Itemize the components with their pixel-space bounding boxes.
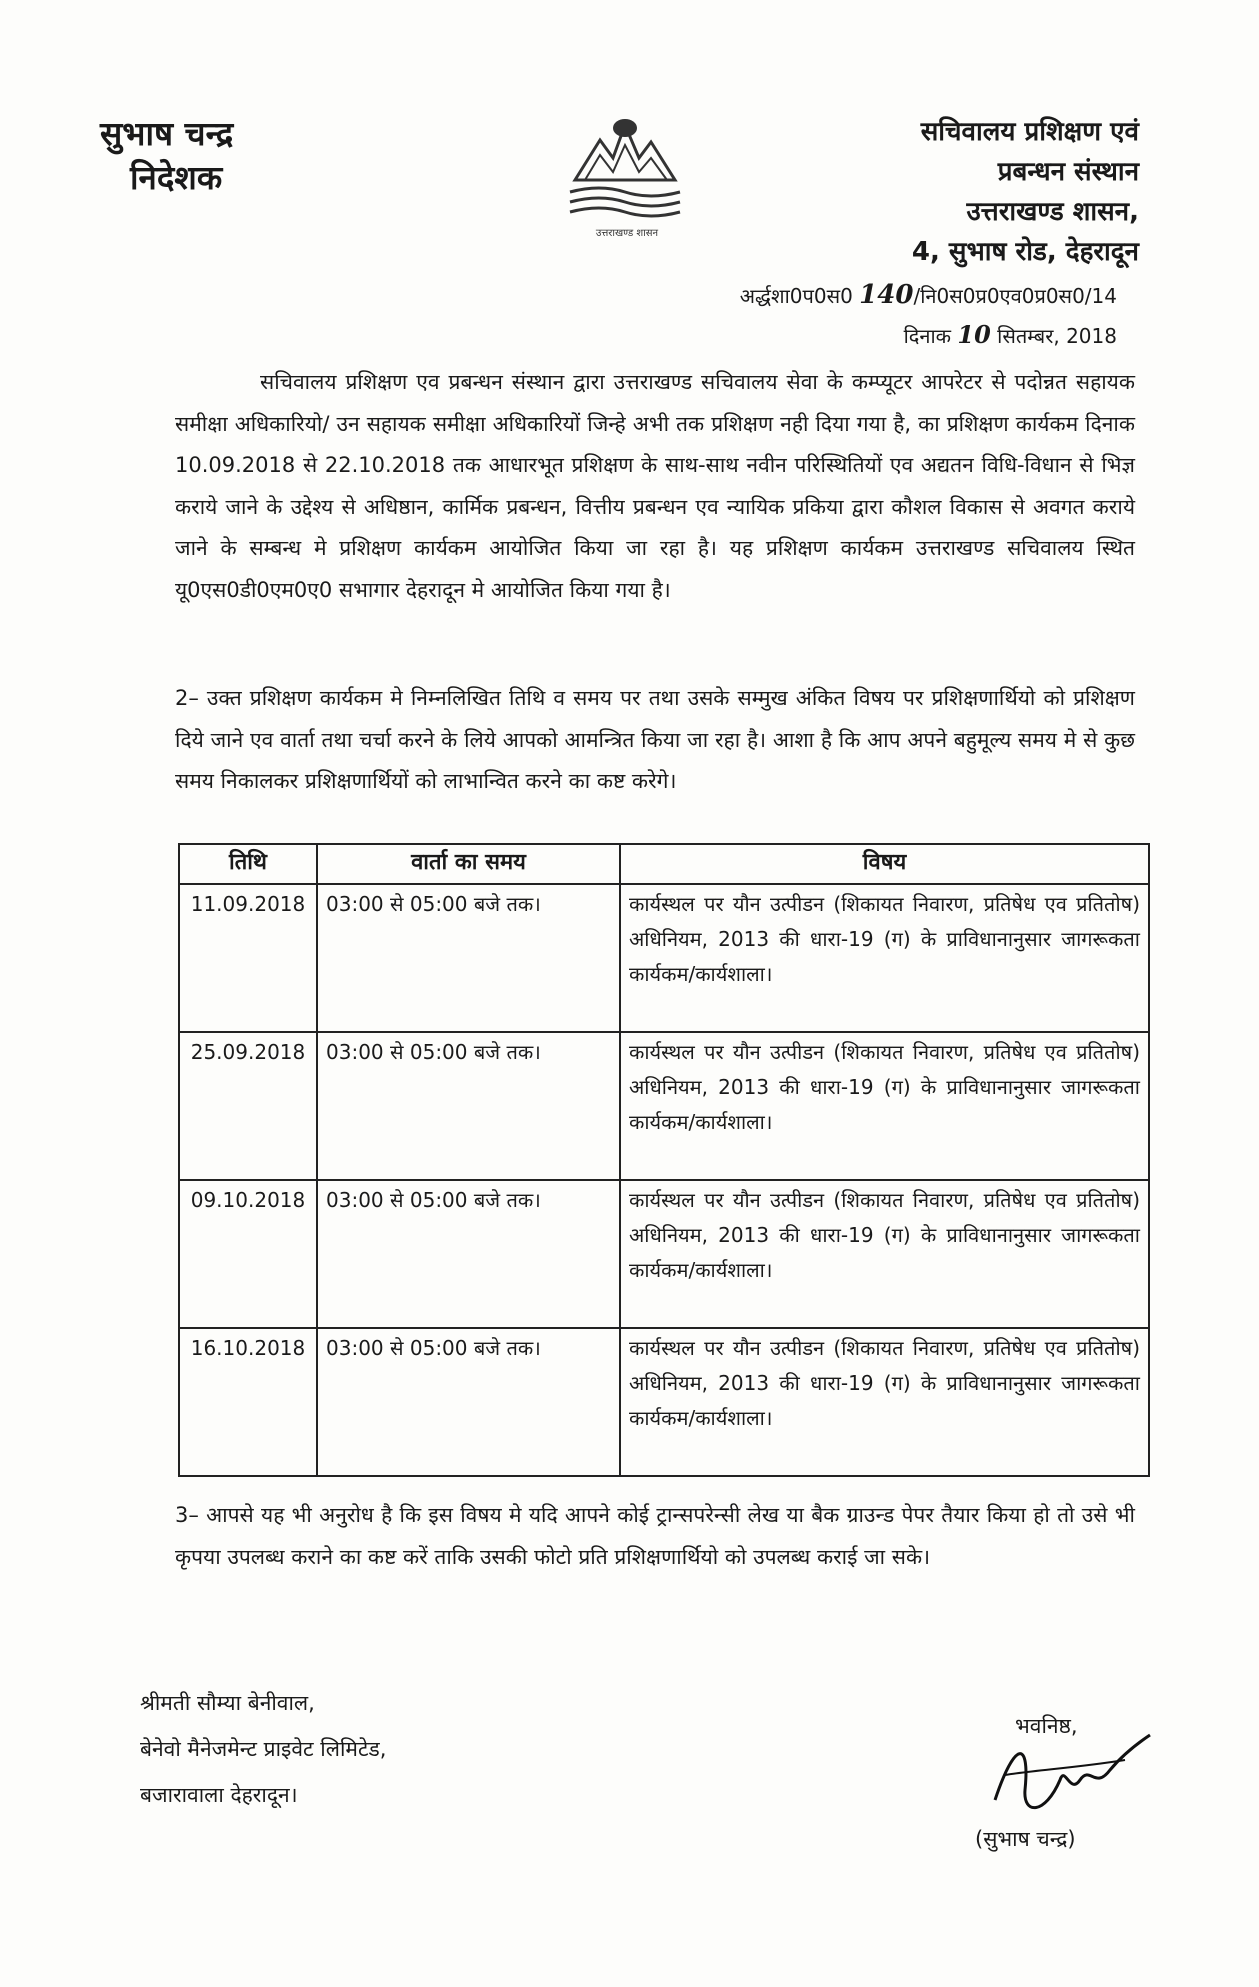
table-row xyxy=(179,1180,1149,1328)
sender-block xyxy=(100,112,233,200)
reference-handwritten-number: 140 xyxy=(859,280,914,310)
date-label: दिनाक xyxy=(903,324,952,348)
reference-number xyxy=(740,280,1117,310)
paragraph-2: 2– उक्त प्रशिक्षण कार्यकम मे निम्नलिखित तिथि व समय पर तथा उसके सम्मुख अंकित विषय पर प्रशिक्षणार्थियो को प्रशिक्षण दिये जाने एव वार्ता तथा चर्चा करने के लिये आपको आमन्त्रित किया जा रहा है। आशा है कि आप अपने बहुमूल्य समय मे से कुछ समय निकालकर प्रशिक्षणार्थियों को लाभान्वित करने का कष्ट करेगे। xyxy=(175,686,1135,793)
org-line-2: प्रबन्धन संस्थान xyxy=(997,157,1139,187)
header-time: वार्ता का समय xyxy=(317,844,620,884)
signature-scribble-icon xyxy=(985,1720,1155,1830)
table-row xyxy=(179,1328,1149,1476)
emblem-caption: उत्तराखण्ड शासन xyxy=(595,228,659,239)
paragraph-1 xyxy=(175,362,1135,611)
organization-block xyxy=(912,112,1139,272)
row-date: 16.10.2018 xyxy=(179,1328,317,1476)
org-line-1: सचिवालय प्रशिक्षण एवं xyxy=(920,117,1139,147)
org-line-4: 4, सुभाष रोड, देहरादून xyxy=(911,237,1139,267)
addressee-line-1: श्रीमती सौम्या बेनीवाल, xyxy=(140,1691,315,1715)
header-subject: विषय xyxy=(620,844,1149,884)
signatory-name: (सुभाष चन्द्र) xyxy=(975,1827,1076,1851)
date-handwritten-day: 10 xyxy=(957,320,991,349)
row-time: 03:00 से 05:00 बजे तक। xyxy=(317,1328,620,1476)
uttarakhand-emblem-icon xyxy=(555,100,695,240)
row-date: 25.09.2018 xyxy=(179,1032,317,1180)
header-date: तिथि xyxy=(179,844,317,884)
org-line-3: उत्तराखण्ड शासन, xyxy=(966,197,1139,227)
closing-text: भवनिष्ठ, xyxy=(1015,1714,1078,1738)
schedule-table xyxy=(178,843,1150,1477)
table-row xyxy=(179,884,1149,1032)
date-rest: सितम्बर, 2018 xyxy=(997,324,1117,348)
row-time: 03:00 से 05:00 बजे तक। xyxy=(317,1032,620,1180)
paragraph-3: 3– आपसे यह भी अनुरोध है कि इस विषय मे यदि आपने कोई ट्रान्सपरेन्सी लेख या बैक ग्राउन्ड पेपर तैयार किया हो तो उसे भी कृपया उपलब्ध कराने का कष्ट करें ताकि उसकी फोटो प्रति प्रशिक्षणार्थियो को उपलब्ध कराई जा सके। xyxy=(175,1503,1135,1569)
row-date: 11.09.2018 xyxy=(179,884,317,1032)
sender-designation: निदेशक xyxy=(130,158,223,197)
row-subject: कार्यस्थल पर यौन उत्पीडन (शिकायत निवारण, प्रतिषेध एव प्रतितोष) अधिनियम, 2013 की धारा-19 (ग) के प्राविधानानुसार जागरूकता कार्यकम/कार्यशाला। xyxy=(620,1180,1149,1328)
addressee-block xyxy=(140,1680,386,1818)
sender-name: सुभाष चन्द्र xyxy=(100,114,234,153)
row-date: 09.10.2018 xyxy=(179,1180,317,1328)
row-subject: कार्यस्थल पर यौन उत्पीडन (शिकायत निवारण, प्रतिषेध एव प्रतितोष) अधिनियम, 2013 की धारा-19 (ग) के प्राविधानानुसार जागरूकता कार्यकम/कार्यशाला। xyxy=(620,1032,1149,1180)
row-time: 03:00 से 05:00 बजे तक। xyxy=(317,1180,620,1328)
reference-prefix: अर्द्धशा0प0स0 xyxy=(739,284,853,308)
paragraph-1-text: सचिवालय प्रशिक्षण एव प्रबन्धन संस्थान द्वारा उत्तराखण्ड सचिवालय सेवा के कम्प्यूटर आपरेटर से पदोन्नत सहायक समीक्षा अधिकारियो/ उन सहायक समीक्षा अधिकारियों जिन्हे अभी तक प्रशिक्षण नही दिया गया है, का प्रशिक्षण कार्यकम दिनाक 10.09.2018 से 22.10.2018 तक आधारभूत प्रशिक्षण के साथ-साथ नवीन परिस्थितियों एव अद्यतन विधि-विधान से भिज्ञ कराये जाने के उद्देश्य से अधिष्ठान, कार्मिक प्रबन्धन, वित्तीय प्रबन्धन एव न्यायिक प्रकिया द्वारा कौशल विकास से अवगत कराये जाने के सम्बन्ध मे प्रशिक्षण कार्यकम आयोजित किया जा रहा है। यह प्रशिक्षण कार्यकम उत्तराखण्ड सचिवालय स्थित यू0एस0डी0एम0ए0 सभागार देहरादून मे आयोजित किया गया है। xyxy=(175,370,1135,602)
addressee-line-2: बेनेवो मैनेजमेन्ट प्राइवेट लिमिटेड, xyxy=(140,1737,387,1761)
row-time: 03:00 से 05:00 बजे तक। xyxy=(317,884,620,1032)
addressee-line-3: बजारावाला देहरादून। xyxy=(140,1783,298,1807)
table-row xyxy=(179,1032,1149,1180)
row-subject: कार्यस्थल पर यौन उत्पीडन (शिकायत निवारण, प्रतिषेध एव प्रतितोष) अधिनियम, 2013 की धारा-19 (ग) के प्राविधानानुसार जागरूकता कार्यकम/कार्यशाला। xyxy=(620,1328,1149,1476)
reference-suffix: /नि0स0प्र0एव0प्र0स0/14 xyxy=(913,284,1117,308)
schedule-header-row xyxy=(179,844,1149,884)
letter-date xyxy=(904,320,1117,349)
row-subject: कार्यस्थल पर यौन उत्पीडन (शिकायत निवारण, प्रतिषेध एव प्रतितोष) अधिनियम, 2013 की धारा-19 (ग) के प्राविधानानुसार जागरूकता कार्यकम/कार्यशाला। xyxy=(620,884,1149,1032)
